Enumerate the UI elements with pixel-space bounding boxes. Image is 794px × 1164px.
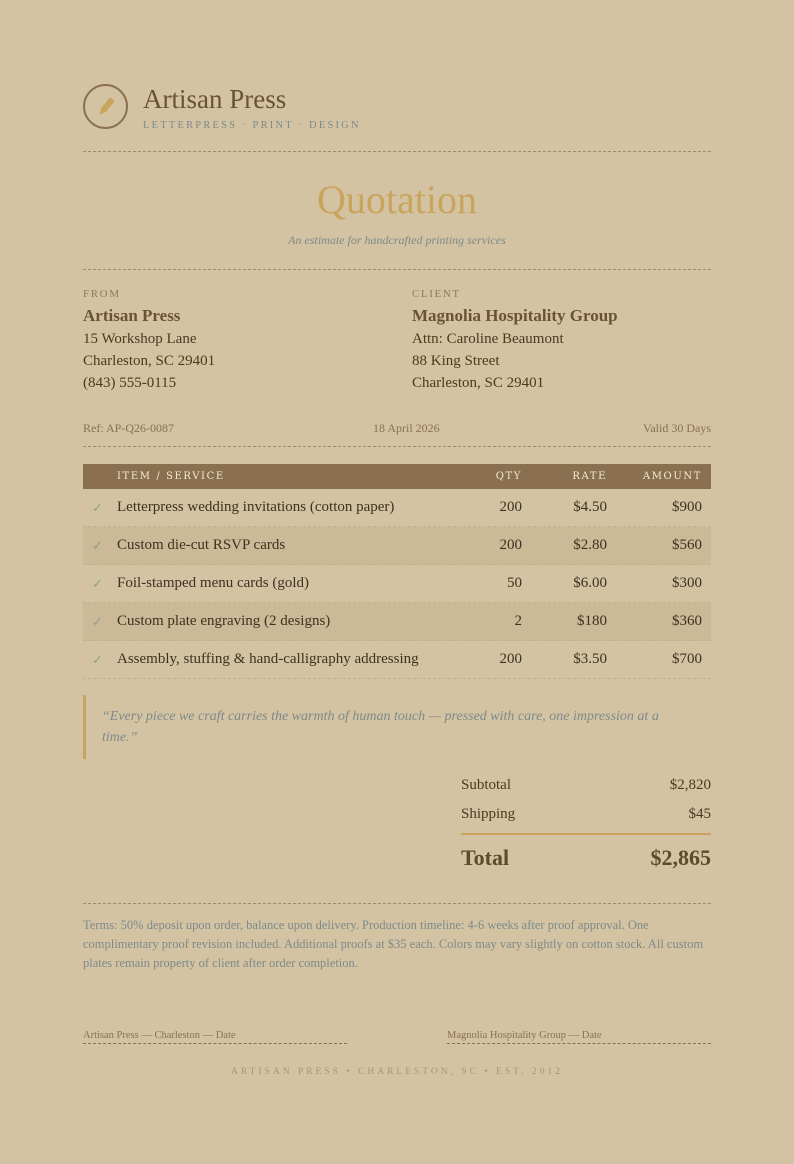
client-name: Magnolia Hospitality Group [412, 306, 618, 325]
divider [83, 269, 711, 270]
column-header-amount: AMOUNT [642, 471, 702, 482]
checkmark-icon: ✓ [92, 614, 103, 629]
shipping-label: Shipping [461, 806, 516, 822]
item-qty: 200 [499, 651, 522, 667]
quote-meta [83, 421, 711, 437]
shipping-row [461, 804, 711, 833]
item-rate: $3.50 [573, 651, 607, 667]
item-amount: $560 [672, 537, 702, 553]
checkmark-icon: ✓ [92, 500, 103, 515]
brand-name: Artisan Press [143, 84, 287, 114]
totals-block [461, 775, 711, 877]
table-row [83, 603, 711, 641]
total-label: Total [461, 845, 510, 870]
item-rate: $2.80 [573, 537, 607, 553]
from-phone: (843) 555-0115 [83, 375, 177, 391]
brand-logo [83, 84, 128, 129]
from-address-line: 15 Workshop Lane [83, 331, 197, 347]
item-qty: 200 [499, 537, 522, 553]
item-rate: $180 [577, 613, 607, 629]
item-description: Custom plate engraving (2 designs) [117, 613, 331, 629]
checkmark-icon: ✓ [92, 652, 103, 667]
column-header-qty: QTY [495, 471, 522, 482]
item-rate: $4.50 [573, 499, 607, 515]
from-address-line: Charleston, SC 29401 [83, 353, 216, 369]
reference-number: Ref: AP-Q26-0087 [83, 421, 174, 435]
table-row [83, 489, 711, 527]
table-header [83, 464, 711, 489]
line-items-table [83, 464, 711, 679]
item-description: Assembly, stuffing & hand-calligraphy addressing [117, 651, 419, 667]
item-amount: $300 [672, 575, 702, 591]
quote-date: 18 April 2026 [373, 421, 440, 435]
divider [83, 903, 711, 904]
subtotal-label: Subtotal [461, 777, 512, 793]
pull-quote: “Every piece we craft carries the warmth of human touch — pressed with care, one impression at a time.” [83, 695, 711, 759]
subtotal-value: $2,820 [669, 777, 711, 793]
total-value: $2,865 [650, 845, 711, 870]
client-address-line: 88 King Street [412, 353, 500, 369]
item-qty: 50 [507, 575, 522, 591]
column-header-item: ITEM / SERVICE [117, 471, 225, 482]
item-amount: $700 [672, 651, 702, 667]
total-row [461, 833, 711, 877]
item-rate: $6.00 [573, 575, 607, 591]
pencil-icon [96, 96, 116, 118]
divider [83, 446, 711, 447]
table-row [83, 527, 711, 565]
letterhead [83, 84, 711, 136]
table-row [83, 565, 711, 603]
item-description: Foil-stamped menu cards (gold) [117, 575, 310, 591]
checkmark-icon: ✓ [92, 576, 103, 591]
terms-text: Terms: 50% deposit upon order, balance upon delivery. Production timeline: 4-6 weeks after proof approval. One complimentary proof revision included. Additional proofs at $35 each. Colors may vary slightly on cotton stock. All custom plates remain property of client after order completion. [83, 918, 704, 970]
subtotal-row [461, 775, 711, 804]
document-title: Quotation [317, 177, 477, 222]
item-amount: $900 [672, 499, 702, 515]
item-qty: 200 [499, 499, 522, 515]
table-row [83, 641, 711, 679]
item-amount: $360 [672, 613, 702, 629]
validity-period: Valid 30 Days [643, 421, 711, 435]
column-header-rate: RATE [572, 471, 607, 482]
client-block [412, 288, 722, 392]
footer-text: ARTISAN PRESS • CHARLESTON, SC • EST. 2012 [230, 1067, 564, 1077]
from-name: Artisan Press [83, 306, 181, 325]
client-label: CLIENT [412, 288, 461, 300]
item-description: Letterpress wedding invitations (cotton paper) [117, 499, 395, 515]
client-attn: Attn: Caroline Beaumont [412, 331, 564, 347]
from-block [83, 288, 393, 392]
signature-line-client: Magnolia Hospitality Group — Date [447, 1030, 711, 1044]
checkmark-icon: ✓ [92, 538, 103, 553]
client-address-line: Charleston, SC 29401 [412, 375, 545, 391]
divider [83, 151, 711, 152]
brand-tagline: LETTERPRESS · PRINT · DESIGN [143, 120, 361, 131]
from-label: FROM [83, 288, 121, 300]
shipping-value: $45 [688, 806, 711, 822]
item-qty: 2 [514, 613, 522, 629]
signature-line-artisan: Artisan Press — Charleston — Date [83, 1030, 347, 1044]
document-subtitle: An estimate for handcrafted printing services [288, 233, 506, 247]
item-description: Custom die-cut RSVP cards [117, 537, 286, 553]
